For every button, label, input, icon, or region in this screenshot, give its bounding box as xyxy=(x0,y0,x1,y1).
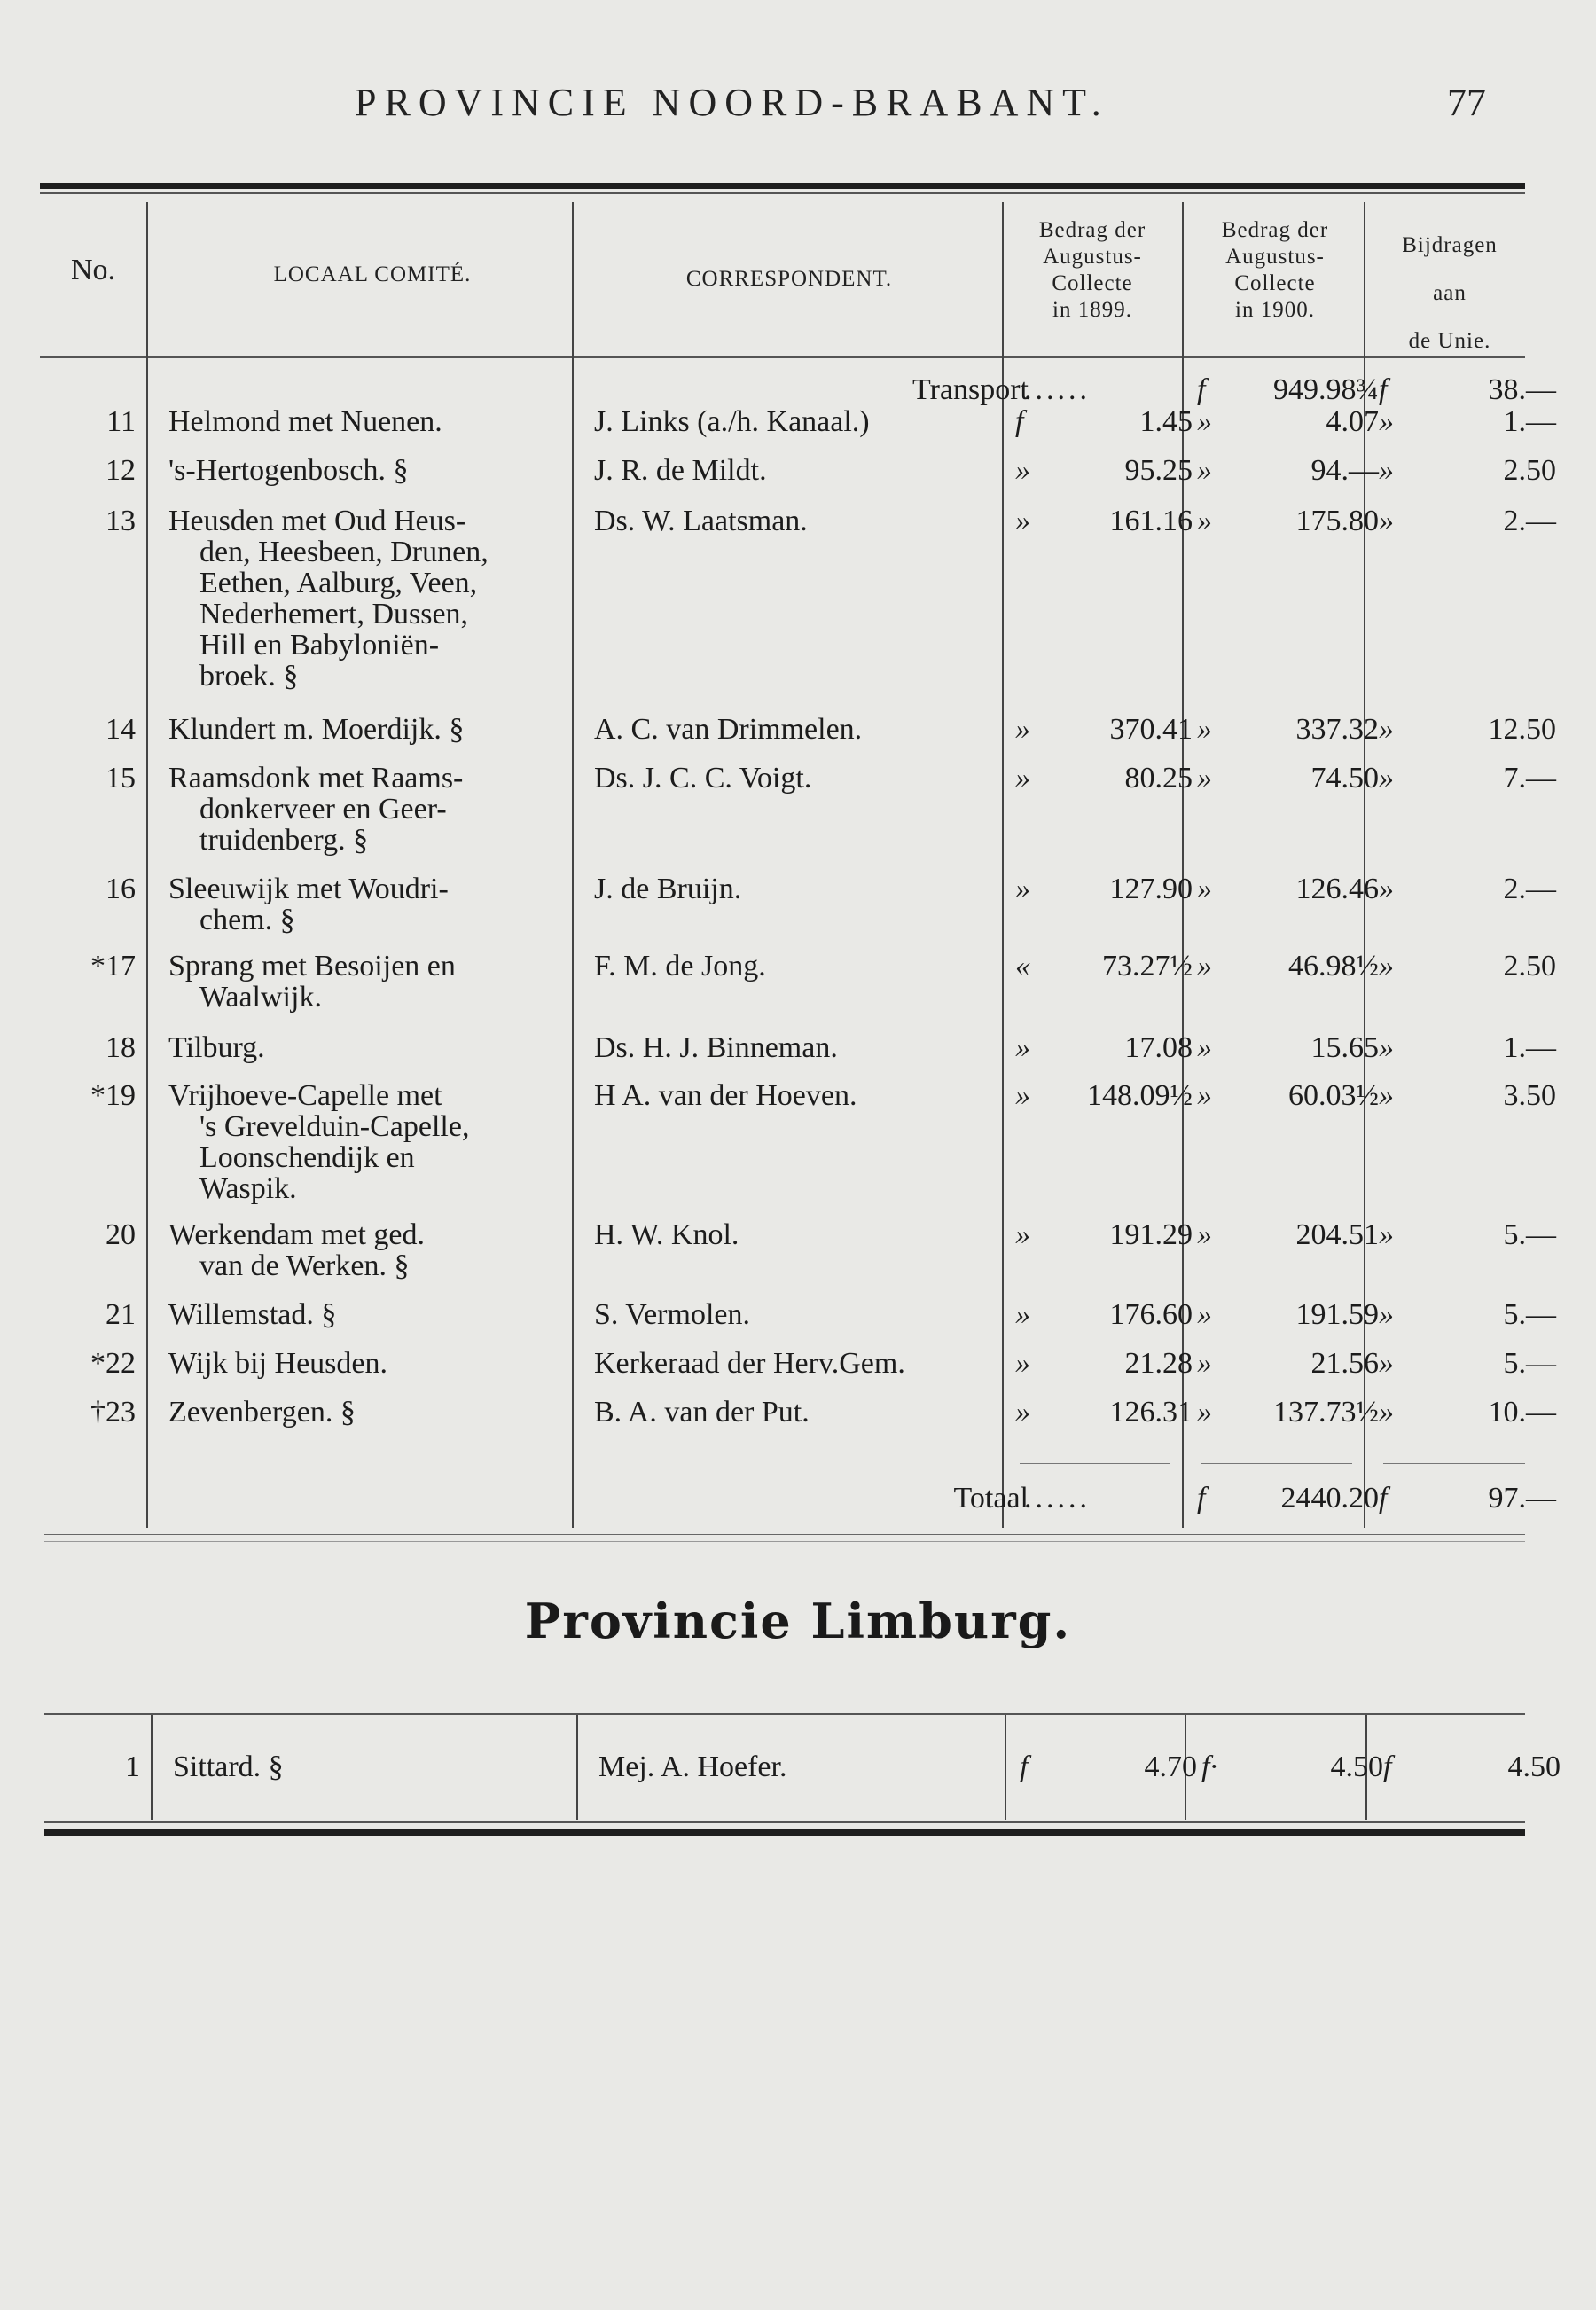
currency-symbol: f xyxy=(1383,1750,1392,1783)
currency-symbol: » xyxy=(1015,1347,1030,1380)
amount-1899: 370.41 xyxy=(1109,713,1193,746)
row-number: *19 xyxy=(90,1079,136,1112)
comite-name-line: Vrijhoeve-Capelle met xyxy=(168,1079,442,1112)
amount-1899: 148.09½ xyxy=(1087,1079,1193,1112)
comite-name xyxy=(173,1751,607,1782)
currency-symbol: f· xyxy=(1201,1750,1217,1783)
col-header-bedrag-1900 xyxy=(1186,217,1364,324)
correspondent: Ds. W. Laatsman. xyxy=(594,505,808,537)
currency-symbol: » xyxy=(1197,1031,1212,1064)
currency-symbol: f xyxy=(1015,405,1024,438)
currency-symbol: » xyxy=(1197,1218,1212,1251)
totaal-dots: ...... xyxy=(1024,1482,1091,1515)
amount-1899: 161.16 xyxy=(1109,505,1193,537)
amount-1900: 337.32 xyxy=(1295,713,1379,746)
row-number: †23 xyxy=(90,1396,136,1429)
comite-name-line: Waalwijk. xyxy=(200,981,322,1014)
comite-name-line: chem. § xyxy=(200,904,295,936)
comite-name-line: Waspik. xyxy=(200,1172,297,1205)
comite-name xyxy=(168,455,603,486)
correspondent: Ds. J. C. C. Voigt. xyxy=(594,762,812,795)
amount-1899: 95.25 xyxy=(1124,454,1193,487)
contribution-unie: 5.— xyxy=(1503,1298,1556,1331)
correspondent: S. Vermolen. xyxy=(594,1298,750,1331)
table-end-rule xyxy=(44,1541,1525,1542)
totaal-value-unie: 97.— xyxy=(1488,1482,1556,1515)
amount-1900: 4.50 xyxy=(1330,1750,1383,1783)
contribution-unie: 12.50 xyxy=(1488,713,1556,746)
amount-1899: 176.60 xyxy=(1109,1298,1193,1331)
amount-1899: 4.70 xyxy=(1144,1750,1197,1783)
currency-symbol: f xyxy=(1379,1482,1388,1515)
col-header-line: aan xyxy=(1433,281,1467,305)
comite-name xyxy=(168,1219,603,1281)
correspondent: A. C. van Drimmelen. xyxy=(594,713,863,746)
contribution-unie: 1.— xyxy=(1503,405,1556,438)
limburg-top-rule xyxy=(44,1713,1525,1715)
amount-1900: 175.80 xyxy=(1295,505,1379,537)
col-header-line: Bedrag der xyxy=(1038,218,1146,242)
col-header-line: Bedrag der xyxy=(1221,218,1329,242)
comite-name-line: Werkendam met ged. xyxy=(168,1218,425,1251)
correspondent: B. A. van der Put. xyxy=(594,1396,810,1429)
col-header-line: Collecte xyxy=(1234,271,1316,295)
currency-symbol: » xyxy=(1015,1298,1030,1331)
currency-symbol: » xyxy=(1379,950,1394,983)
section-title: Provincie Limburg. xyxy=(524,1593,1072,1649)
currency-symbol: « xyxy=(1015,950,1030,983)
col-header-correspondent: CORRESPONDENT. xyxy=(685,267,893,291)
row-number: 18 xyxy=(106,1031,136,1064)
amount-1900: 74.50 xyxy=(1310,762,1379,795)
correspondent: F. M. de Jong. xyxy=(594,950,766,983)
row-number: 1 xyxy=(125,1750,140,1783)
amount-1900: 191.59 xyxy=(1295,1298,1379,1331)
currency-symbol: » xyxy=(1015,1218,1030,1251)
col-header-line: Collecte xyxy=(1052,271,1133,295)
amount-1900: 137.73½ xyxy=(1273,1396,1379,1429)
comite-name-line: 's-Hertogenbosch. § xyxy=(168,454,409,487)
comite-name-line: Hill en Babyloniën- xyxy=(200,629,440,662)
row-number: 21 xyxy=(106,1298,136,1331)
amount-1899: 1.45 xyxy=(1139,405,1193,438)
currency-symbol: f xyxy=(1379,373,1388,406)
comite-name xyxy=(168,1397,603,1428)
contribution-unie: 2.— xyxy=(1503,505,1556,537)
top-rule-thin xyxy=(40,192,1525,194)
contribution-unie: 5.— xyxy=(1503,1347,1556,1380)
currency-symbol: » xyxy=(1015,505,1030,537)
comite-name xyxy=(168,1299,603,1330)
row-number: 13 xyxy=(106,505,136,537)
row-number: 20 xyxy=(106,1218,136,1251)
currency-symbol: » xyxy=(1379,713,1394,746)
col-header-line: Augustus- xyxy=(1225,245,1325,269)
header-divider xyxy=(40,356,1525,358)
comite-name-line: Sprang met Besoijen en xyxy=(168,950,456,983)
contribution-unie: 7.— xyxy=(1503,762,1556,795)
comite-name xyxy=(168,1348,603,1379)
col-header-no: No. xyxy=(70,254,116,286)
comite-name xyxy=(168,406,603,437)
currency-symbol: » xyxy=(1379,505,1394,537)
correspondent: Kerkeraad der Herv.Gem. xyxy=(594,1347,905,1380)
amount-1899: 73.27½ xyxy=(1102,950,1193,983)
comite-name xyxy=(168,505,603,692)
col-header-line: de Unie. xyxy=(1408,329,1491,353)
totaal-label: Totaal xyxy=(953,1482,1029,1515)
row-number: 14 xyxy=(106,713,136,746)
comite-name-line: broek. § xyxy=(200,660,299,693)
currency-symbol: » xyxy=(1197,405,1212,438)
amount-1900: 15.65 xyxy=(1310,1031,1379,1064)
amount-1900: 46.98½ xyxy=(1288,950,1379,983)
comite-name xyxy=(168,763,603,856)
comite-name-line: Willemstad. § xyxy=(168,1298,337,1331)
bottom-rule-thin xyxy=(44,1821,1525,1823)
contribution-unie: 2.— xyxy=(1503,873,1556,905)
currency-symbol: » xyxy=(1379,1031,1394,1064)
amount-1900: 94.— xyxy=(1310,454,1379,487)
currency-symbol: » xyxy=(1197,950,1212,983)
currency-symbol: » xyxy=(1197,1298,1212,1331)
transport-dots: ...... xyxy=(1024,373,1091,406)
amount-1899: 127.90 xyxy=(1109,873,1193,905)
comite-name xyxy=(168,951,603,1013)
col-header-line: Augustus- xyxy=(1043,245,1142,269)
currency-symbol: » xyxy=(1197,713,1212,746)
bottom-rule xyxy=(44,1829,1525,1836)
col-divider xyxy=(151,1715,153,1820)
currency-symbol: » xyxy=(1015,713,1030,746)
col-header-comite: LOCAAL COMITÉ. xyxy=(273,262,472,286)
comite-name xyxy=(168,1032,603,1063)
currency-symbol: » xyxy=(1379,762,1394,795)
amount-1900: 21.56 xyxy=(1310,1347,1379,1380)
comite-name xyxy=(168,1080,603,1204)
comite-name xyxy=(168,873,603,936)
sum-rule xyxy=(1020,1463,1170,1464)
amount-1899: 21.28 xyxy=(1124,1347,1193,1380)
contribution-unie: 1.— xyxy=(1503,1031,1556,1064)
currency-symbol: » xyxy=(1015,762,1030,795)
currency-symbol: » xyxy=(1379,1218,1394,1251)
amount-1899: 80.25 xyxy=(1124,762,1193,795)
currency-symbol: » xyxy=(1015,873,1030,905)
comite-name-line: Loonschendijk en xyxy=(200,1141,415,1174)
comite-name-line: 's Grevelduin-Capelle, xyxy=(200,1110,470,1143)
currency-symbol: » xyxy=(1015,454,1030,487)
correspondent: H. W. Knol. xyxy=(594,1218,739,1251)
comite-name-line: Sleeuwijk met Woudri- xyxy=(168,873,449,905)
currency-symbol: f xyxy=(1197,373,1206,406)
comite-name-line: den, Heesbeen, Drunen, xyxy=(200,536,489,568)
comite-name-line: Klundert m. Moerdijk. § xyxy=(168,713,465,746)
sum-rule xyxy=(1383,1463,1525,1464)
comite-name-line: Wijk bij Heusden. xyxy=(168,1347,387,1380)
correspondent: Mej. A. Hoefer. xyxy=(598,1750,787,1783)
comite-name-line: donkerveer en Geer- xyxy=(200,793,447,826)
row-number: 16 xyxy=(106,873,136,905)
correspondent: H A. van der Hoeven. xyxy=(594,1079,857,1112)
row-number: *22 xyxy=(90,1347,136,1380)
correspondent: J. de Bruijn. xyxy=(594,873,742,905)
currency-symbol: » xyxy=(1379,454,1394,487)
amount-1900: 60.03½ xyxy=(1288,1079,1379,1112)
row-number: 11 xyxy=(106,405,136,438)
currency-symbol: » xyxy=(1197,873,1212,905)
transport-value-1900: 949.98¾ xyxy=(1273,373,1379,406)
comite-name xyxy=(168,714,603,745)
comite-name-line: Sittard. § xyxy=(173,1750,284,1783)
comite-name-line: Nederhemert, Dussen, xyxy=(200,598,469,630)
col-header-line: in 1900. xyxy=(1235,298,1315,322)
col-divider xyxy=(146,202,148,1528)
comite-name-line: Zevenbergen. § xyxy=(168,1396,356,1429)
row-number: *17 xyxy=(90,950,136,983)
comite-name-line: Tilburg. xyxy=(168,1031,265,1064)
col-header-bedrag-1899 xyxy=(1004,217,1181,324)
comite-name-line: Heusden met Oud Heus- xyxy=(168,505,466,537)
amount-1900: 126.46 xyxy=(1295,873,1379,905)
currency-symbol: » xyxy=(1015,1079,1030,1112)
currency-symbol: » xyxy=(1379,1396,1394,1429)
col-header-line: Bijdragen xyxy=(1402,233,1498,257)
col-header-bijdragen xyxy=(1370,222,1530,365)
amount-1900: 4.07 xyxy=(1326,405,1379,438)
contribution-unie: 2.50 xyxy=(1503,454,1556,487)
comite-name-line: truidenberg. § xyxy=(200,824,369,857)
contribution-unie: 3.50 xyxy=(1503,1079,1556,1112)
totaal-value-1900: 2440.20 xyxy=(1280,1482,1379,1515)
transport-value-unie: 38.— xyxy=(1488,373,1556,406)
page-number: 77 xyxy=(1447,81,1486,124)
page-header xyxy=(0,80,1596,142)
currency-symbol: » xyxy=(1379,1347,1394,1380)
amount-1899: 126.31 xyxy=(1109,1396,1193,1429)
amount-1899: 17.08 xyxy=(1124,1031,1193,1064)
currency-symbol: » xyxy=(1015,1396,1030,1429)
currency-symbol: » xyxy=(1197,1396,1212,1429)
contribution-unie: 2.50 xyxy=(1503,950,1556,983)
contribution-unie: 4.50 xyxy=(1507,1750,1561,1783)
transport-label: Transport xyxy=(912,373,1029,406)
row-number: 12 xyxy=(106,454,136,487)
currency-symbol: » xyxy=(1197,505,1212,537)
sum-rule xyxy=(1201,1463,1352,1464)
correspondent: Ds. H. J. Binneman. xyxy=(594,1031,838,1064)
currency-symbol: » xyxy=(1197,1347,1212,1380)
currency-symbol: » xyxy=(1379,1079,1394,1112)
comite-name-line: van de Werken. § xyxy=(200,1249,410,1282)
correspondent: J. Links (a./h. Kanaal.) xyxy=(594,405,870,438)
amount-1899: 191.29 xyxy=(1109,1218,1193,1251)
col-header-line: in 1899. xyxy=(1052,298,1132,322)
comite-name-line: Eethen, Aalburg, Veen, xyxy=(200,567,478,599)
currency-symbol: » xyxy=(1379,405,1394,438)
contribution-unie: 10.— xyxy=(1488,1396,1556,1429)
comite-name-line: Helmond met Nuenen. xyxy=(168,405,442,438)
currency-symbol: » xyxy=(1015,1031,1030,1064)
currency-symbol: f xyxy=(1020,1750,1029,1783)
currency-symbol: » xyxy=(1197,1079,1212,1112)
row-number: 15 xyxy=(106,762,136,795)
contribution-unie: 5.— xyxy=(1503,1218,1556,1251)
correspondent: J. R. de Mildt. xyxy=(594,454,767,487)
page-title: PROVINCIE NOORD-BRABANT. xyxy=(355,81,1109,124)
comite-name-line: Raamsdonk met Raams- xyxy=(168,762,464,795)
currency-symbol: » xyxy=(1197,454,1212,487)
currency-symbol: » xyxy=(1379,1298,1394,1331)
currency-symbol: » xyxy=(1379,873,1394,905)
currency-symbol: f xyxy=(1197,1482,1206,1515)
amount-1900: 204.51 xyxy=(1295,1218,1379,1251)
table-end-rule xyxy=(44,1534,1525,1535)
top-rule xyxy=(40,183,1525,189)
currency-symbol: » xyxy=(1197,762,1212,795)
